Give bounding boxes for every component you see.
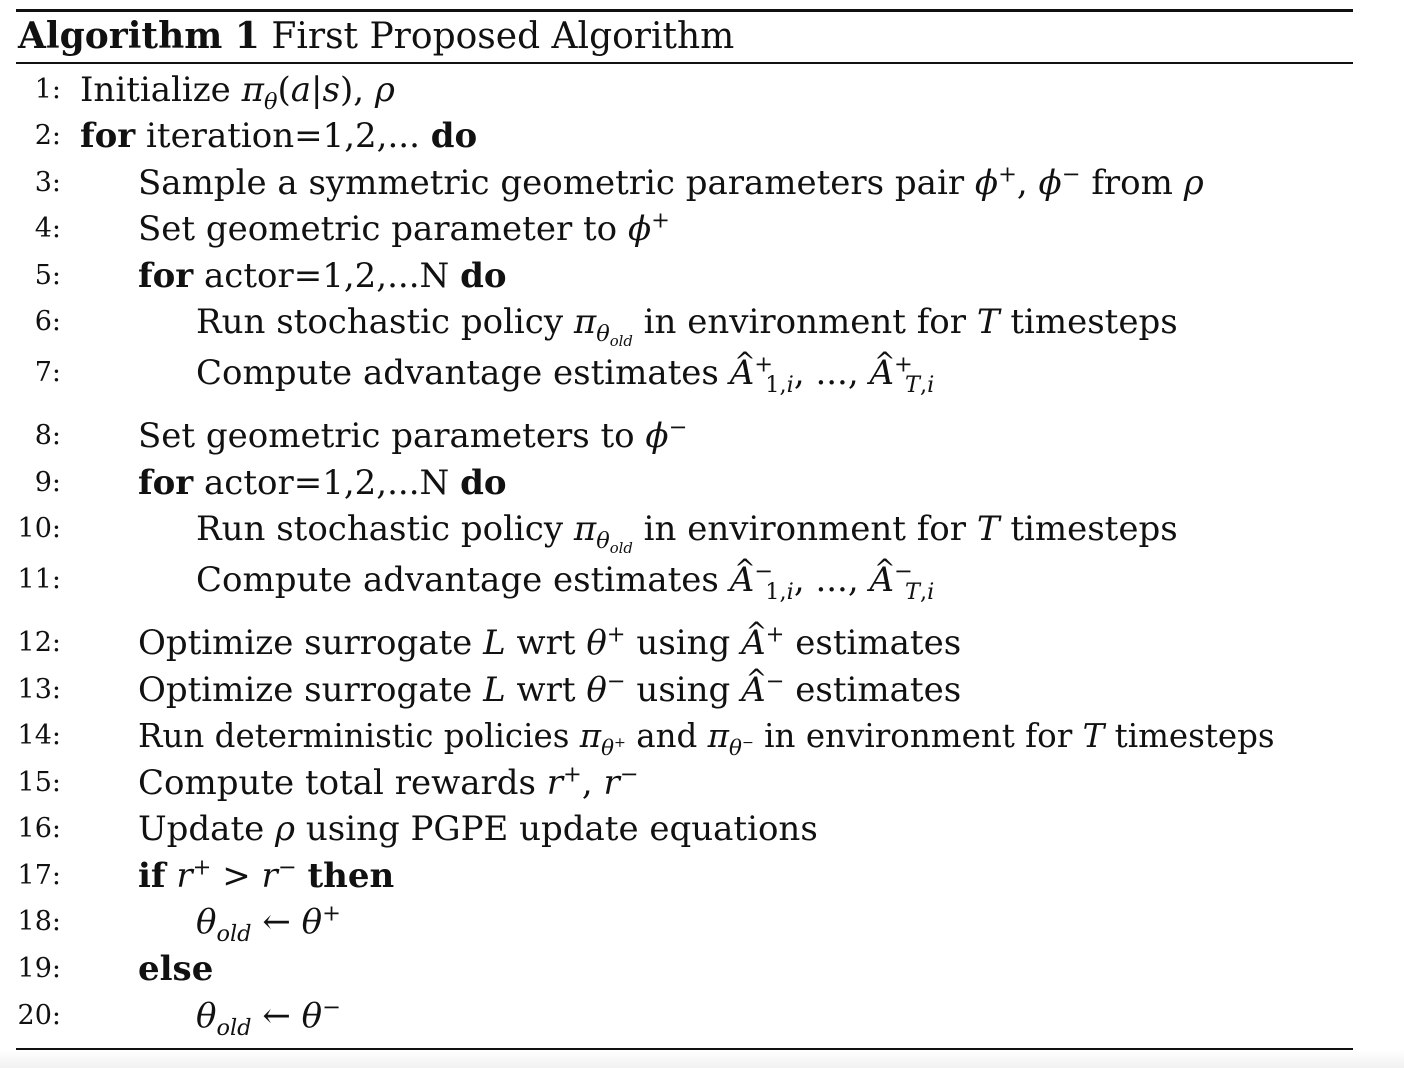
line-number: 20:	[17, 1000, 61, 1031]
line-text: Run deterministic policies $\pi_{\theta^+}$ and $\pi_{\theta^-}$ in environment for T timesteps	[138, 717, 1275, 761]
line-number: 6:	[34, 306, 61, 337]
line-number: 17:	[17, 860, 61, 891]
keyword-do: do	[460, 256, 507, 296]
line-number: 10:	[17, 513, 61, 544]
line-text: $\theta_{old}$ ← θ−	[196, 994, 341, 1041]
line-number: 3:	[34, 167, 61, 198]
keyword-for: for	[138, 463, 194, 503]
algorithm-title: First Proposed Algorithm	[271, 16, 735, 57]
algorithm-line-4	[0, 206, 1404, 252]
line-number: 19:	[17, 953, 61, 984]
line-text: Compute advantage estimates ^ $A^+_{1,i}$, ..., ^ $A^+_{T,i}$	[196, 350, 934, 396]
line-number: 16:	[17, 813, 61, 844]
line-number: 14:	[17, 720, 61, 751]
algorithm-line-12	[0, 620, 1404, 666]
line-text: Set geometric parameter to ϕ+	[138, 207, 670, 249]
algorithm-label: Algorithm 1	[18, 15, 260, 57]
line-number: 5:	[34, 260, 61, 291]
line-text	[138, 946, 213, 992]
keyword-for: for	[138, 256, 194, 296]
line-text: Initialize $\pi_\theta(a|s)$, ρ	[80, 70, 395, 115]
line-number: 15:	[17, 767, 61, 798]
line-text: Set geometric parameters to ϕ−	[138, 414, 688, 456]
algorithm-line-7	[0, 350, 1404, 396]
algorithm-line-9	[0, 460, 1404, 506]
algorithm-line-14	[0, 713, 1404, 759]
keyword-do: do	[460, 463, 507, 503]
algorithm-line-16	[0, 806, 1404, 852]
keyword-then: then	[307, 856, 395, 896]
keyword-do: do	[430, 116, 478, 156]
algorithm-line-10	[0, 506, 1404, 558]
line-number: 12:	[17, 627, 61, 658]
line-text: Run stochastic policy $\pi_{\theta_{old}}$ in environment for T timesteps	[196, 302, 1178, 351]
algorithm-line-5	[0, 253, 1404, 299]
algorithm-line-13	[0, 667, 1404, 713]
line-text: Update ρ using PGPE update equations	[138, 809, 818, 849]
algorithm-line-8	[0, 413, 1404, 459]
line-number: 7:	[34, 357, 61, 388]
line-number: 11:	[17, 564, 61, 595]
line-number: 9:	[34, 467, 61, 498]
line-number: 13:	[17, 674, 61, 705]
keyword-if: if	[138, 856, 166, 896]
keyword-else: else	[138, 949, 214, 989]
line-text: for iteration=1,2,... do	[80, 116, 478, 156]
line-text: Optimize surrogate L wrt θ− using ^ A− estimates	[138, 667, 961, 713]
line-text: for actor=1,2,...N do	[138, 256, 507, 296]
algorithm-line-19	[0, 946, 1404, 992]
line-number: 8:	[34, 420, 61, 451]
algorithm-line-17	[0, 853, 1404, 899]
algorithm-line-20	[0, 993, 1404, 1039]
line-text: Sample a symmetric geometric parameters pair ϕ+, ϕ− from ρ	[138, 161, 1204, 203]
line-text: for actor=1,2,...N do	[138, 463, 507, 503]
algorithm-line-2	[0, 113, 1404, 159]
line-text: Compute total rewards r+, r−	[138, 761, 639, 803]
algorithm-line-1	[0, 67, 1404, 113]
line-number: 2:	[34, 120, 61, 151]
line-number: 4:	[34, 213, 61, 244]
page-edge-shadow	[0, 1050, 1404, 1068]
line-number: 18:	[17, 906, 61, 937]
algorithm-caption	[18, 13, 734, 60]
algorithm-line-3	[0, 160, 1404, 206]
algorithm-line-11	[0, 557, 1404, 603]
keyword-for: for	[80, 116, 136, 156]
top-rule	[16, 9, 1353, 12]
algorithm-line-15	[0, 760, 1404, 806]
algorithm-line-18	[0, 899, 1404, 945]
line-text: $\theta_{old}$ ← θ+	[196, 900, 341, 947]
line-text: Compute advantage estimates ^ $A^-_{1,i}$, ..., ^ $A^-_{T,i}$	[196, 557, 934, 603]
line-text: Optimize surrogate L wrt θ+ using ^ A+ estimates	[138, 620, 961, 666]
line-text: if r+ > r− then	[138, 854, 395, 896]
line-number: 1:	[34, 74, 61, 105]
caption-rule	[16, 62, 1353, 64]
line-text: Run stochastic policy $\pi_{\theta_{old}}$ in environment for T timesteps	[196, 509, 1178, 558]
algorithm-line-6	[0, 299, 1404, 351]
